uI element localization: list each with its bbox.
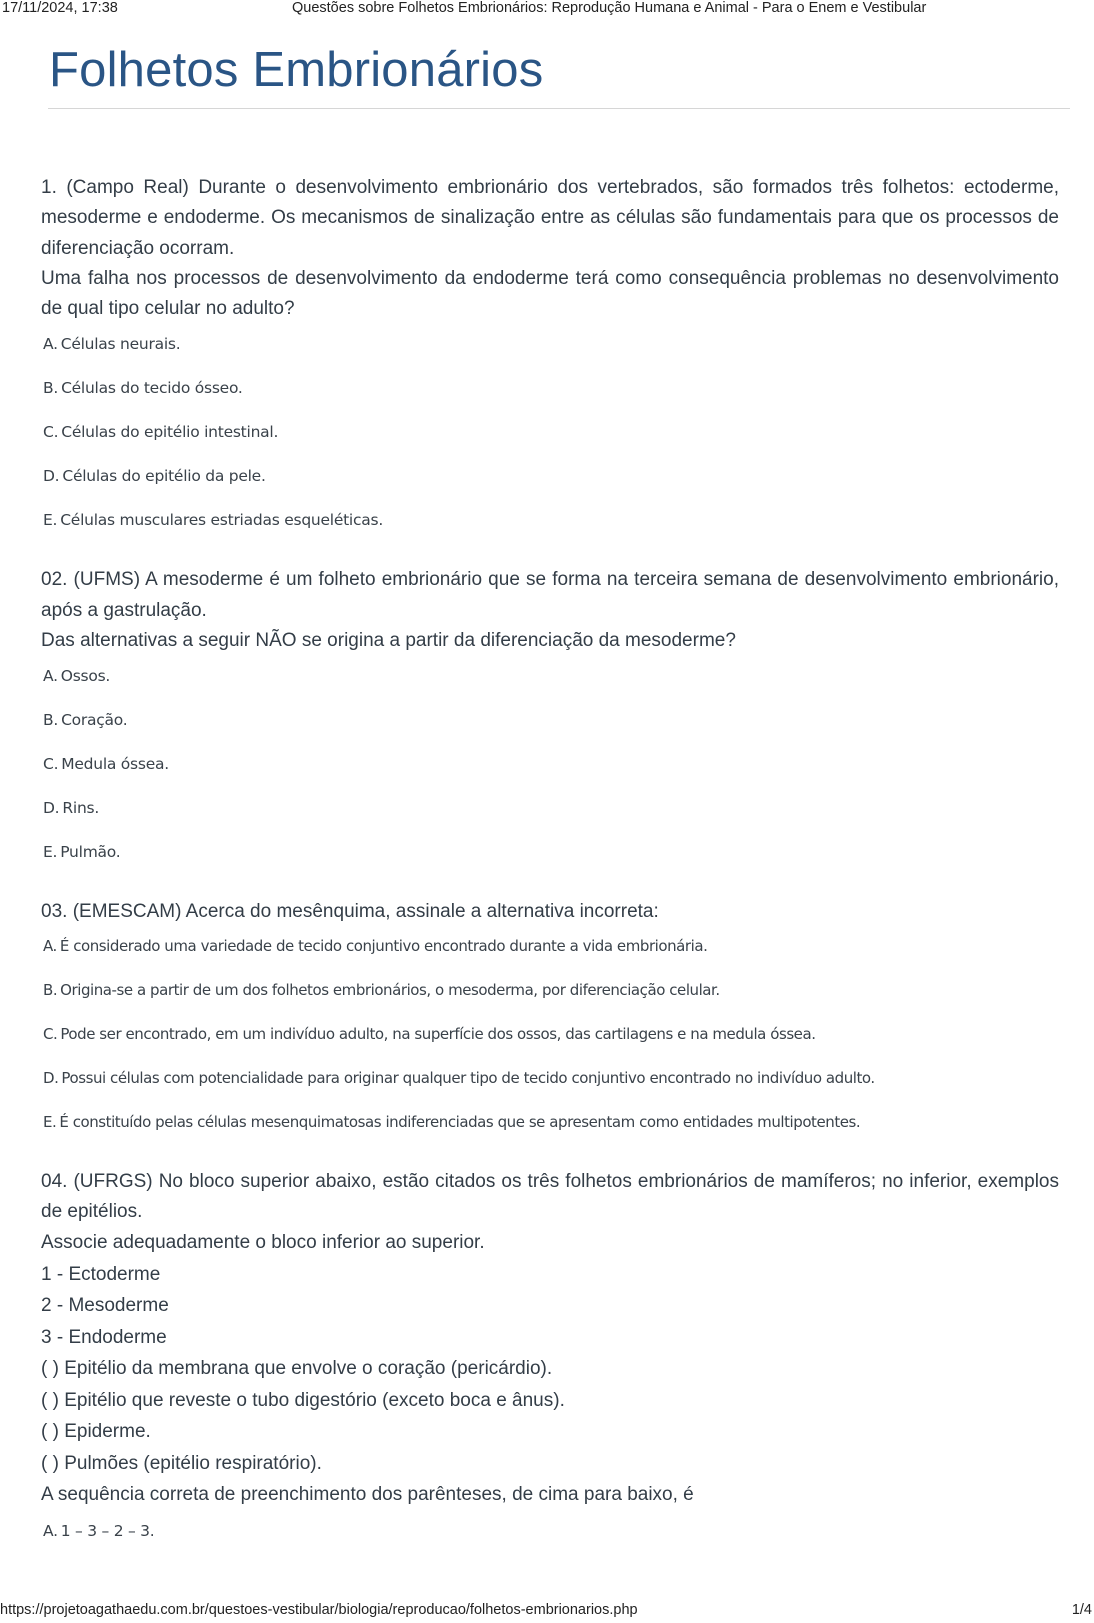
option-text: Ossos. [60,667,111,686]
question-1-statement: 1. (Campo Real) Durante o desenvolvimento embrionário dos vertebrados, são formados três folhetos: ectoderme, mesoderme e endoderme. Os mecanismos de sinalização entre as células são fundamentais para que os processos de diferenciação ocorram. [41,177,1059,259]
option-text: Medula óssea. [61,755,169,774]
option-letter: B. [43,980,58,999]
print-url: https://projetoagathaedu.com.br/questoes-vestibular/biologia/reproducao/folhetos-embrionarios.php [0,1602,638,1618]
question-4-line-7: ( ) Pulmões (epitélio respiratório). [41,1452,322,1474]
print-footer [0,1602,1094,1620]
option-letter: C. [43,1024,58,1043]
question-4-line-1: 1 - Ectoderme [41,1263,161,1285]
page-title: Folhetos Embrionários [49,43,544,97]
option-a[interactable] [43,666,1059,686]
option-text: Origina-se a partir de um dos folhetos embrionários, o mesoderma, por diferenciação celular. [60,980,720,999]
option-text: Células do epitélio da pele. [62,467,266,486]
option-letter: D. [43,1068,59,1087]
question-3-options [41,936,1059,1132]
option-letter: E. [43,1112,57,1131]
option-text: Coração. [61,711,128,730]
option-a[interactable] [43,1521,1059,1541]
option-letter: C. [43,755,59,774]
question-list [41,173,1059,1576]
option-text: 1 – 3 – 2 – 3. [60,1521,155,1540]
option-d[interactable] [43,798,1059,818]
option-letter: B. [43,379,59,398]
option-letter: E. [43,843,58,862]
question-4-line-8: A sequência correta de preenchimento dos parênteses, de cima para baixo, é [41,1484,694,1506]
option-e[interactable] [43,1112,1059,1132]
page-number: 1/4 [1071,1602,1092,1618]
question-1-prompt: Uma falha nos processos de desenvolvimento da endoderme terá como consequência problemas no desenvolvimento de qual tipo celular no adulto? [41,267,1059,320]
question-2-prompt: Das alternativas a seguir NÃO se origina a partir da diferenciação da mesoderme? [41,630,736,652]
option-letter: E. [43,511,58,530]
option-b[interactable] [43,378,1059,398]
option-letter: C. [43,423,59,442]
question-4-line-4: ( ) Epitélio da membrana que envolve o coração (pericárdio). [41,1358,553,1380]
option-text: É constituído pelas células mesenquimatosas indiferenciadas que se apresentam como entidades multipotentes. [59,1112,861,1131]
question-4-line-2: 2 - Mesoderme [41,1295,169,1317]
question-3-statement: 03. (EMESCAM) Acerca do mesênquima, assinale a alternativa incorreta: [41,901,659,923]
question-1 [41,173,1059,530]
question-2-statement: 02. (UFMS) A mesoderme é um folheto embrionário que se forma na terceira semana de desenvolvimento embrionário, após a gastrulação. [41,569,1059,621]
option-text: Células neurais. [60,335,181,354]
option-text: Possui células com potencialidade para originar qualquer tipo de tecido conjuntivo encontrado no indivíduo adulto. [61,1068,875,1087]
question-4-line-5: ( ) Epitélio que reveste o tubo digestório (exceto boca e ânus). [41,1389,565,1411]
option-letter: A. [43,1521,58,1540]
option-d[interactable] [43,1068,1059,1088]
option-e[interactable] [43,510,1059,530]
option-text: Pode ser encontrado, em um indivíduo adulto, na superfície dos ossos, das cartilagens e na medula óssea. [60,1024,816,1043]
question-2-options [41,666,1059,862]
option-c[interactable] [43,754,1059,774]
option-text: Células musculares estriadas esqueléticas. [60,511,384,530]
option-letter: D. [43,467,60,486]
question-3 [41,897,1059,1131]
question-1-options [41,334,1059,530]
question-4-line-3: 3 - Endoderme [41,1326,167,1348]
option-letter: B. [43,711,59,730]
option-letter: D. [43,799,60,818]
option-c[interactable] [43,422,1059,442]
question-4-statement: 04. (UFRGS) No bloco superior abaixo, estão citados os três folhetos embrionários de mamíferos; no inferior, exemplos de epitélios. [41,1170,1059,1222]
print-document-title: Questões sobre Folhetos Embrionários: Reprodução Humana e Animal - Para o Enem e Vestibular [292,0,927,16]
option-text: Pulmão. [60,843,121,862]
question-4-options [41,1521,1059,1541]
option-text: Células do tecido ósseo. [61,379,243,398]
option-letter: A. [43,936,57,955]
option-b[interactable] [43,980,1059,1000]
question-4-instruction: Associe adequadamente o bloco inferior ao superior. [41,1232,485,1254]
option-text: É considerado uma variedade de tecido conjuntivo encontrado durante a vida embrionária. [59,936,708,955]
option-c[interactable] [43,1024,1059,1044]
question-4 [41,1167,1059,1541]
option-text: Rins. [62,799,100,818]
question-4-line-6: ( ) Epiderme. [41,1421,151,1443]
option-letter: A. [43,667,58,686]
option-a[interactable] [43,334,1059,354]
option-a[interactable] [43,936,1059,956]
option-d[interactable] [43,466,1059,486]
option-b[interactable] [43,710,1059,730]
option-letter: A. [43,335,58,354]
title-divider [48,108,1070,109]
option-e[interactable] [43,842,1059,862]
print-date: 17/11/2024, 17:38 [2,0,118,16]
question-2 [41,565,1059,862]
option-text: Células do epitélio intestinal. [61,423,279,442]
print-header [0,0,1094,18]
